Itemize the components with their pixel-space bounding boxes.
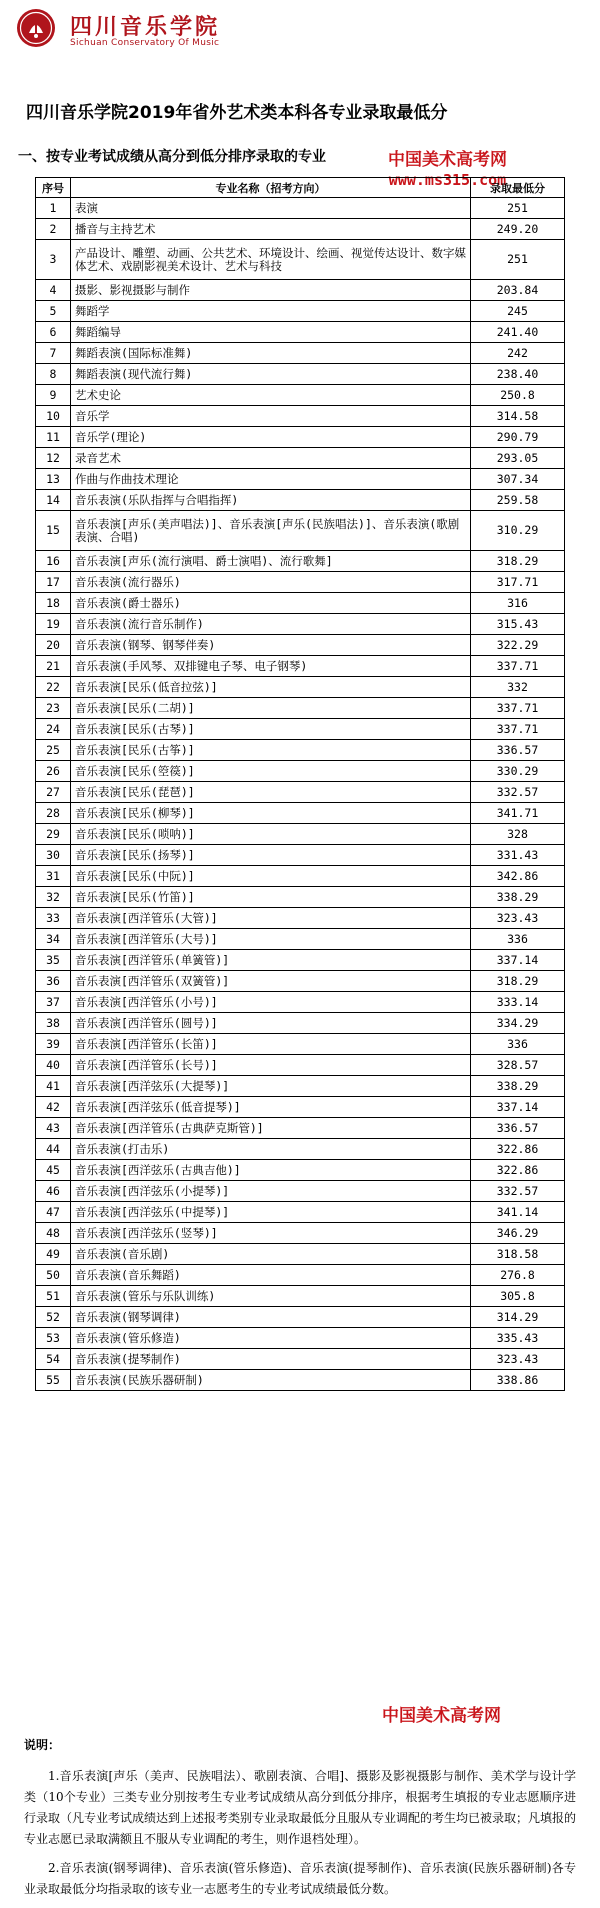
row-number: 18 <box>36 593 71 614</box>
row-major-name: 舞蹈学 <box>71 301 471 322</box>
row-major-name: 作曲与作曲技术理论 <box>71 469 471 490</box>
row-min-score: 245 <box>471 301 565 322</box>
row-number: 25 <box>36 740 71 761</box>
row-min-score: 336.57 <box>471 740 565 761</box>
notes-label: 说明： <box>24 1738 61 1752</box>
page-header <box>0 0 600 58</box>
row-number: 12 <box>36 448 71 469</box>
table-row <box>36 198 565 219</box>
row-min-score: 332.57 <box>471 1181 565 1202</box>
row-major-name: 音乐表演[西洋管乐(单簧管)] <box>71 950 471 971</box>
row-number: 38 <box>36 1013 71 1034</box>
note-item: 1.音乐表演[声乐（美声、民族唱法）、歌剧表演、合唱]、摄影及影视摄影与制作、美术学与设计学类（10个专业）三类专业分别按考生专业考试成绩从高分到低分排序，根据考生填报的专业志愿顺序进行录取（凡专业考试成绩达到上述报考类别专业录取最低分且服从专业调配的考生均已被录取；凡填报的专业志愿已录取满额且不服从专业调配的考生，则作退档处理）。 <box>24 1769 577 1846</box>
row-min-score: 322.86 <box>471 1160 565 1181</box>
row-min-score: 323.43 <box>471 1349 565 1370</box>
header-major: 专业名称（招考方向） <box>71 178 471 198</box>
row-major-name: 音乐表演[西洋管乐(大号)] <box>71 929 471 950</box>
table-header-row <box>36 178 565 198</box>
row-number: 31 <box>36 866 71 887</box>
row-major-name: 音乐表演(音乐剧) <box>71 1244 471 1265</box>
row-number: 8 <box>36 364 71 385</box>
row-major-name: 音乐表演[声乐(美声唱法)]、音乐表演[声乐(民族唱法)]、音乐表演(歌剧表演、合唱) <box>71 511 471 551</box>
row-major-name: 播音与主持艺术 <box>71 219 471 240</box>
table-row <box>36 427 565 448</box>
row-major-name: 舞蹈表演(国际标准舞) <box>71 343 471 364</box>
row-number: 49 <box>36 1244 71 1265</box>
table-row <box>36 824 565 845</box>
row-number: 7 <box>36 343 71 364</box>
row-major-name: 音乐表演[西洋弦乐(小提琴)] <box>71 1181 471 1202</box>
row-min-score: 346.29 <box>471 1223 565 1244</box>
row-major-name: 音乐表演[西洋管乐(大管)] <box>71 908 471 929</box>
watermark-url: www.ms315.com <box>388 171 507 189</box>
row-min-score: 316 <box>471 593 565 614</box>
row-major-name: 音乐表演[西洋弦乐(低音提琴)] <box>71 1097 471 1118</box>
row-number: 35 <box>36 950 71 971</box>
row-min-score: 341.14 <box>471 1202 565 1223</box>
row-min-score: 322.29 <box>471 635 565 656</box>
row-number: 32 <box>36 887 71 908</box>
row-number: 37 <box>36 992 71 1013</box>
table-row <box>36 1265 565 1286</box>
school-name-chinese: 四川音乐学院 <box>70 14 221 40</box>
row-major-name: 音乐表演[西洋弦乐(古典吉他)] <box>71 1160 471 1181</box>
row-major-name: 音乐表演[民乐(扬琴)] <box>71 845 471 866</box>
table-row <box>36 385 565 406</box>
row-min-score: 293.05 <box>471 448 565 469</box>
section-heading: 一、按专业考试成绩从高分到低分排序录取的专业 <box>18 149 326 165</box>
row-min-score: 318.29 <box>471 551 565 572</box>
table-row <box>36 1097 565 1118</box>
table-row <box>36 1055 565 1076</box>
row-major-name: 音乐表演(手风琴、双排键电子琴、电子钢琴) <box>71 656 471 677</box>
row-min-score: 342.86 <box>471 866 565 887</box>
row-min-score: 335.43 <box>471 1328 565 1349</box>
row-number: 14 <box>36 490 71 511</box>
row-min-score: 251 <box>471 240 565 280</box>
row-min-score: 337.71 <box>471 719 565 740</box>
row-number: 42 <box>36 1097 71 1118</box>
row-min-score: 336 <box>471 1034 565 1055</box>
row-min-score: 336 <box>471 929 565 950</box>
table-row <box>36 406 565 427</box>
row-number: 11 <box>36 427 71 448</box>
row-number: 17 <box>36 572 71 593</box>
row-major-name: 音乐表演[西洋管乐(长笛)] <box>71 1034 471 1055</box>
row-major-name: 音乐表演[民乐(柳琴)] <box>71 803 471 824</box>
row-min-score: 241.40 <box>471 322 565 343</box>
row-min-score: 333.14 <box>471 992 565 1013</box>
row-major-name: 音乐表演[民乐(低音拉弦)] <box>71 677 471 698</box>
row-number: 1 <box>36 198 71 219</box>
row-major-name: 音乐表演[声乐(流行演唱、爵士演唱)、流行歌舞] <box>71 551 471 572</box>
row-min-score: 338.86 <box>471 1370 565 1391</box>
row-min-score: 238.40 <box>471 364 565 385</box>
row-number: 13 <box>36 469 71 490</box>
row-min-score: 314.29 <box>471 1307 565 1328</box>
note-item: 2.音乐表演(钢琴调律)、音乐表演(管乐修造)、音乐表演(提琴制作)、音乐表演(民族乐器研制)各专业录取最低分均指录取的该专业一志愿考生的专业考试成绩最低分数。 <box>24 1861 576 1896</box>
table-row <box>36 866 565 887</box>
table-row <box>36 240 565 280</box>
table-row <box>36 698 565 719</box>
row-min-score: 328.57 <box>471 1055 565 1076</box>
row-major-name: 音乐表演[民乐(古筝)] <box>71 740 471 761</box>
table-row <box>36 971 565 992</box>
table-row <box>36 1244 565 1265</box>
table-row <box>36 322 565 343</box>
table-row <box>36 908 565 929</box>
row-min-score: 314.58 <box>471 406 565 427</box>
row-major-name: 音乐表演(流行器乐) <box>71 572 471 593</box>
table-row <box>36 677 565 698</box>
row-number: 50 <box>36 1265 71 1286</box>
row-major-name: 音乐表演(音乐舞蹈) <box>71 1265 471 1286</box>
row-min-score: 334.29 <box>471 1013 565 1034</box>
row-major-name: 舞蹈表演(现代流行舞) <box>71 364 471 385</box>
watermark-site-name: 中国美术高考网 <box>388 150 507 170</box>
row-major-name: 音乐表演[西洋管乐(长号)] <box>71 1055 471 1076</box>
row-number: 36 <box>36 971 71 992</box>
row-number: 47 <box>36 1202 71 1223</box>
school-name-english: Sichuan Conservatory Of Music <box>70 38 220 48</box>
row-number: 26 <box>36 761 71 782</box>
table-row <box>36 992 565 1013</box>
row-number: 43 <box>36 1118 71 1139</box>
table-row <box>36 1328 565 1349</box>
notes-section <box>24 1735 576 1908</box>
row-major-name: 艺术史论 <box>71 385 471 406</box>
row-major-name: 录音艺术 <box>71 448 471 469</box>
row-min-score: 310.29 <box>471 511 565 551</box>
row-number: 30 <box>36 845 71 866</box>
row-major-name: 舞蹈编导 <box>71 322 471 343</box>
row-number: 21 <box>36 656 71 677</box>
row-number: 5 <box>36 301 71 322</box>
row-min-score: 250.8 <box>471 385 565 406</box>
row-number: 15 <box>36 511 71 551</box>
row-major-name: 产品设计、雕塑、动画、公共艺术、环境设计、绘画、视觉传达设计、数字媒体艺术、戏剧影视美术设计、艺术与科技 <box>71 240 471 280</box>
table-row <box>36 950 565 971</box>
row-major-name: 表演 <box>71 198 471 219</box>
row-number: 20 <box>36 635 71 656</box>
row-min-score: 318.29 <box>471 971 565 992</box>
table-body <box>36 198 565 1391</box>
row-min-score: 331.43 <box>471 845 565 866</box>
watermark-site-name: 中国美术高考网 <box>382 1706 501 1726</box>
row-number: 3 <box>36 240 71 280</box>
table-row <box>36 469 565 490</box>
row-number: 24 <box>36 719 71 740</box>
row-major-name: 音乐表演(管乐与乐队训练) <box>71 1286 471 1307</box>
row-min-score: 337.71 <box>471 656 565 677</box>
table-row <box>36 1118 565 1139</box>
table-row <box>36 614 565 635</box>
row-min-score: 290.79 <box>471 427 565 448</box>
row-min-score: 242 <box>471 343 565 364</box>
row-min-score: 305.8 <box>471 1286 565 1307</box>
row-min-score: 337.14 <box>471 950 565 971</box>
row-min-score: 341.71 <box>471 803 565 824</box>
row-major-name: 音乐表演(爵士器乐) <box>71 593 471 614</box>
row-major-name: 音乐表演[民乐(琵琶)] <box>71 782 471 803</box>
row-min-score: 251 <box>471 198 565 219</box>
table-row <box>36 448 565 469</box>
row-number: 52 <box>36 1307 71 1328</box>
row-number: 40 <box>36 1055 71 1076</box>
table-row <box>36 782 565 803</box>
row-number: 22 <box>36 677 71 698</box>
row-number: 6 <box>36 322 71 343</box>
row-min-score: 307.34 <box>471 469 565 490</box>
row-number: 16 <box>36 551 71 572</box>
table-row <box>36 364 565 385</box>
row-major-name: 音乐表演[西洋弦乐(大提琴)] <box>71 1076 471 1097</box>
row-number: 19 <box>36 614 71 635</box>
table-row <box>36 301 565 322</box>
header-min-score: 录取最低分 <box>471 178 565 198</box>
row-major-name: 音乐表演[民乐(箜篌)] <box>71 761 471 782</box>
row-major-name: 音乐表演[西洋管乐(圆号)] <box>71 1013 471 1034</box>
row-min-score: 337.71 <box>471 698 565 719</box>
row-number: 9 <box>36 385 71 406</box>
table-row <box>36 551 565 572</box>
row-major-name: 音乐表演(打击乐) <box>71 1139 471 1160</box>
row-major-name: 音乐表演[民乐(唢呐)] <box>71 824 471 845</box>
header-number: 序号 <box>36 178 71 198</box>
table-row <box>36 1013 565 1034</box>
row-number: 23 <box>36 698 71 719</box>
table-row <box>36 761 565 782</box>
row-number: 45 <box>36 1160 71 1181</box>
row-min-score: 323.43 <box>471 908 565 929</box>
row-number: 48 <box>36 1223 71 1244</box>
row-major-name: 摄影、影视摄影与制作 <box>71 280 471 301</box>
conservatory-seal-icon <box>16 8 56 48</box>
row-major-name: 音乐表演(钢琴、钢琴伴奏) <box>71 635 471 656</box>
table-row <box>36 740 565 761</box>
admission-scores-table <box>35 177 565 1391</box>
row-number: 27 <box>36 782 71 803</box>
table-row <box>36 803 565 824</box>
row-min-score: 337.14 <box>471 1097 565 1118</box>
table-row <box>36 887 565 908</box>
row-number: 55 <box>36 1370 71 1391</box>
row-major-name: 音乐表演(管乐修造) <box>71 1328 471 1349</box>
row-major-name: 音乐表演[民乐(中阮)] <box>71 866 471 887</box>
row-major-name: 音乐表演[西洋弦乐(竖琴)] <box>71 1223 471 1244</box>
table-row <box>36 572 565 593</box>
row-number: 28 <box>36 803 71 824</box>
row-min-score: 338.29 <box>471 887 565 908</box>
row-min-score: 328 <box>471 824 565 845</box>
table-row <box>36 929 565 950</box>
row-min-score: 332 <box>471 677 565 698</box>
table-row <box>36 1370 565 1391</box>
table-row <box>36 1223 565 1244</box>
table-row <box>36 593 565 614</box>
row-number: 34 <box>36 929 71 950</box>
row-major-name: 音乐学(理论) <box>71 427 471 448</box>
row-major-name: 音乐表演(提琴制作) <box>71 1349 471 1370</box>
table-row <box>36 280 565 301</box>
row-major-name: 音乐表演[西洋管乐(古典萨克斯管)] <box>71 1118 471 1139</box>
table-row <box>36 1202 565 1223</box>
row-number: 51 <box>36 1286 71 1307</box>
table-row <box>36 1307 565 1328</box>
watermark-bottom <box>382 1706 501 1726</box>
table-row <box>36 845 565 866</box>
row-major-name: 音乐表演(民族乐器研制) <box>71 1370 471 1391</box>
row-min-score: 276.8 <box>471 1265 565 1286</box>
row-number: 33 <box>36 908 71 929</box>
table-row <box>36 719 565 740</box>
row-number: 54 <box>36 1349 71 1370</box>
table-row <box>36 1286 565 1307</box>
row-number: 10 <box>36 406 71 427</box>
row-min-score: 203.84 <box>471 280 565 301</box>
row-major-name: 音乐表演[民乐(二胡)] <box>71 698 471 719</box>
row-min-score: 315.43 <box>471 614 565 635</box>
row-min-score: 336.57 <box>471 1118 565 1139</box>
row-number: 39 <box>36 1034 71 1055</box>
page-title: 四川音乐学院2019年省外艺术类本科各专业录取最低分 <box>26 103 448 123</box>
row-min-score: 259.58 <box>471 490 565 511</box>
row-number: 29 <box>36 824 71 845</box>
row-min-score: 322.86 <box>471 1139 565 1160</box>
row-major-name: 音乐表演[西洋管乐(小号)] <box>71 992 471 1013</box>
row-number: 41 <box>36 1076 71 1097</box>
table-row <box>36 490 565 511</box>
row-number: 53 <box>36 1328 71 1349</box>
row-number: 4 <box>36 280 71 301</box>
row-major-name: 音乐表演[西洋弦乐(中提琴)] <box>71 1202 471 1223</box>
row-major-name: 音乐表演(钢琴调律) <box>71 1307 471 1328</box>
row-min-score: 330.29 <box>471 761 565 782</box>
table-row <box>36 1181 565 1202</box>
row-major-name: 音乐表演[民乐(古琴)] <box>71 719 471 740</box>
table-row <box>36 1034 565 1055</box>
table-row <box>36 656 565 677</box>
table-row <box>36 1076 565 1097</box>
table-row <box>36 1139 565 1160</box>
row-min-score: 249.20 <box>471 219 565 240</box>
row-major-name: 音乐表演(流行音乐制作) <box>71 614 471 635</box>
row-min-score: 318.58 <box>471 1244 565 1265</box>
row-number: 46 <box>36 1181 71 1202</box>
table-row <box>36 511 565 551</box>
table-row <box>36 343 565 364</box>
row-major-name: 音乐表演(乐队指挥与合唱指挥) <box>71 490 471 511</box>
row-min-score: 317.71 <box>471 572 565 593</box>
row-major-name: 音乐表演[民乐(竹笛)] <box>71 887 471 908</box>
table-row <box>36 635 565 656</box>
row-number: 44 <box>36 1139 71 1160</box>
row-min-score: 338.29 <box>471 1076 565 1097</box>
row-number: 2 <box>36 219 71 240</box>
table-row <box>36 1160 565 1181</box>
table-row <box>36 219 565 240</box>
row-major-name: 音乐学 <box>71 406 471 427</box>
row-min-score: 332.57 <box>471 782 565 803</box>
row-major-name: 音乐表演[西洋管乐(双簧管)] <box>71 971 471 992</box>
table-row <box>36 1349 565 1370</box>
